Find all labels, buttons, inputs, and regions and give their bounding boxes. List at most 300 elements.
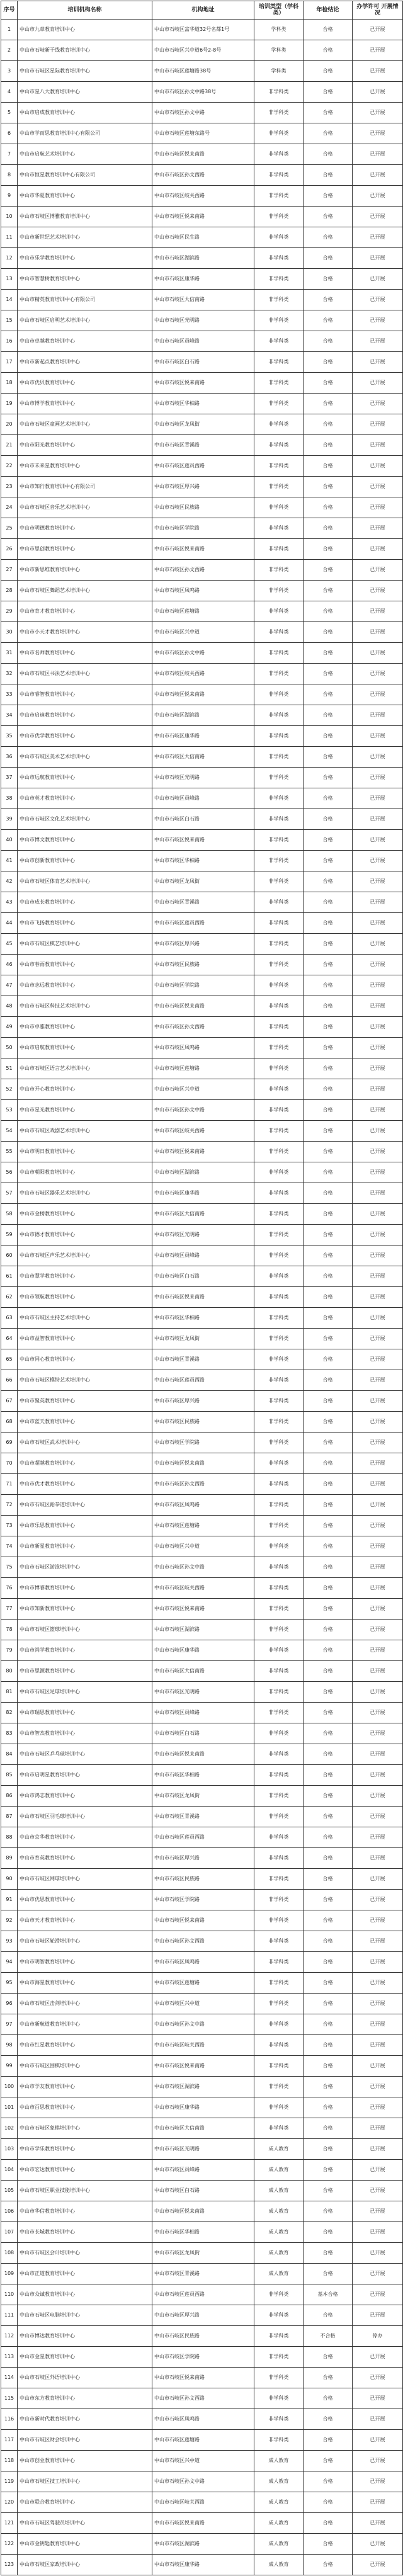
annual-check-result: 合格 xyxy=(304,1433,353,1453)
table-row xyxy=(1,2284,403,2305)
table-row xyxy=(1,1058,403,1079)
training-type: 非学科类 xyxy=(254,207,304,227)
institution-name: 中山市石岐区棋艺培训中心 xyxy=(18,934,152,955)
row-number: 36 xyxy=(1,747,18,768)
institution-address: 中山市石岐区莲塘路 xyxy=(152,1516,254,1536)
table-row xyxy=(1,1973,403,1994)
license-status: 已开展 xyxy=(353,2471,403,2492)
table-row xyxy=(1,123,403,144)
table-row xyxy=(1,705,403,726)
table-row xyxy=(1,539,403,560)
institution-name: 中山市创业教育培训中心 xyxy=(18,2451,152,2471)
table-row xyxy=(1,726,403,747)
row-number: 123 xyxy=(1,2555,18,2575)
table-row xyxy=(1,207,403,227)
row-number: 20 xyxy=(1,414,18,435)
institution-name: 中山市石岐区象棋培训中心 xyxy=(18,2118,152,2139)
table-row xyxy=(1,1994,403,2014)
annual-check-result: 合格 xyxy=(304,2222,353,2243)
training-type: 非学科类 xyxy=(254,1349,304,1370)
license-status: 已开展 xyxy=(353,934,403,955)
training-type: 非学科类 xyxy=(254,1516,304,1536)
training-type: 非学科类 xyxy=(254,414,304,435)
institution-address: 中山市石岐区光明路 xyxy=(152,1225,254,1245)
training-type: 非学科类 xyxy=(254,1765,304,1786)
institution-address: 中山市石岐区华柏路 xyxy=(152,1308,254,1329)
training-type: 非学科类 xyxy=(254,1329,304,1349)
annual-check-result: 合格 xyxy=(304,2430,353,2451)
institution-name: 中山市石岐区家政培训中心 xyxy=(18,2555,152,2575)
row-number: 1 xyxy=(1,20,18,40)
row-number: 13 xyxy=(1,269,18,290)
institution-address: 中山市石岐区孙文中路 xyxy=(152,643,254,664)
institution-name: 中山市石岐区文化艺术培训中心 xyxy=(18,809,152,830)
institution-name: 中山市石岐区声乐艺术培训中心 xyxy=(18,1245,152,1266)
annual-check-result: 合格 xyxy=(304,331,353,352)
row-number: 7 xyxy=(1,144,18,165)
table-row xyxy=(1,20,403,40)
institution-name: 中山市新思维教育培训中心 xyxy=(18,560,152,581)
institution-address: 中山市石岐区民族路 xyxy=(152,1412,254,1433)
institution-name: 中山市石岐区围棋培训中心 xyxy=(18,2056,152,2077)
table-row xyxy=(1,2243,403,2264)
institution-name: 中山市石岐区驾驶员培训中心 xyxy=(18,2513,152,2534)
institution-address: 中山市石岐区华柏路 xyxy=(152,1765,254,1786)
annual-check-result: 合格 xyxy=(304,269,353,290)
annual-check-result: 合格 xyxy=(304,1910,353,1931)
institution-name: 中山市卓雅教育培训中心 xyxy=(18,1017,152,1038)
training-type: 成人教育 xyxy=(254,2555,304,2575)
institution-address: 中山市石岐区孙文西路 xyxy=(152,1017,254,1038)
training-type: 非学科类 xyxy=(254,1952,304,1973)
annual-check-result: 合格 xyxy=(304,1079,353,1100)
table-row xyxy=(1,1848,403,1869)
table-row xyxy=(1,1349,403,1370)
table-row xyxy=(1,1287,403,1308)
institution-address: 中山市石岐区康华路 xyxy=(152,269,254,290)
license-status: 已开展 xyxy=(353,830,403,851)
table-row xyxy=(1,934,403,955)
table-row xyxy=(1,1433,403,1453)
institution-name: 中山市新星教育培训中心 xyxy=(18,1536,152,1557)
row-number: 99 xyxy=(1,2056,18,2077)
institution-address: 中山市石岐区悦来南路 xyxy=(152,830,254,851)
institution-name: 中山市学乐教育培训中心 xyxy=(18,2139,152,2160)
license-status: 已开展 xyxy=(353,622,403,643)
annual-check-result: 合格 xyxy=(304,103,353,123)
institution-name: 中山市知新教育培训中心 xyxy=(18,1599,152,1620)
annual-check-result: 合格 xyxy=(304,1807,353,1827)
institution-address: 中山市石岐区民族路 xyxy=(152,1869,254,1890)
annual-check-result: 合格 xyxy=(304,1412,353,1433)
header-no: 序号 xyxy=(1,1,18,20)
training-type: 非学科类 xyxy=(254,186,304,207)
license-status: 已开展 xyxy=(353,435,403,456)
institution-address: 中山市石岐区悦来南路 xyxy=(152,1599,254,1620)
license-status: 已开展 xyxy=(353,2181,403,2201)
institution-name: 中山市京华教育培训中心 xyxy=(18,1827,152,1848)
table-row xyxy=(1,394,403,414)
training-type: 非学科类 xyxy=(254,2118,304,2139)
row-number: 47 xyxy=(1,975,18,996)
row-number: 87 xyxy=(1,1807,18,1827)
table-row xyxy=(1,892,403,913)
license-status: 已开展 xyxy=(353,1433,403,1453)
annual-check-result: 合格 xyxy=(304,2534,353,2555)
license-status: 已开展 xyxy=(353,1349,403,1370)
institution-name: 中山市领航教育培训中心 xyxy=(18,1287,152,1308)
table-row xyxy=(1,1391,403,1412)
institution-address: 中山市石岐区孙文中路 xyxy=(152,2014,254,2035)
annual-check-result: 合格 xyxy=(304,1204,353,1225)
annual-check-result: 合格 xyxy=(304,1931,353,1952)
license-status: 已开展 xyxy=(353,768,403,788)
annual-check-result: 合格 xyxy=(304,1557,353,1578)
annual-check-result: 合格 xyxy=(304,20,353,40)
annual-check-result: 合格 xyxy=(304,61,353,82)
row-number: 88 xyxy=(1,1827,18,1848)
row-number: 33 xyxy=(1,684,18,705)
institution-name: 中山市新起点教育培训中心 xyxy=(18,352,152,373)
table-row xyxy=(1,975,403,996)
license-status: 已开展 xyxy=(353,310,403,331)
license-status: 已开展 xyxy=(353,2097,403,2118)
institution-name: 中山市石岐区童画艺术培训中心 xyxy=(18,414,152,435)
institution-name: 中山市博文教育培训中心 xyxy=(18,830,152,851)
institution-address: 中山市石岐区孙文中路 xyxy=(152,2471,254,2492)
institution-address: 中山市石岐区莲塘路 xyxy=(152,1058,254,1079)
training-type: 非学科类 xyxy=(254,1703,304,1723)
institution-address: 中山市石岐区莲员西路 xyxy=(152,1827,254,1848)
annual-check-result: 合格 xyxy=(304,82,353,103)
institution-address: 中山市石岐区莲员西路 xyxy=(152,1370,254,1391)
license-status: 已开展 xyxy=(353,2243,403,2264)
training-type: 非学科类 xyxy=(254,1578,304,1599)
institution-name: 中山市石岐区模特艺术培训中心 xyxy=(18,1370,152,1391)
table-row xyxy=(1,40,403,61)
training-type: 非学科类 xyxy=(254,1682,304,1703)
row-number: 84 xyxy=(1,1744,18,1765)
license-status: 已开展 xyxy=(353,2160,403,2181)
institution-address: 中山市石岐区孙文中路 xyxy=(152,1557,254,1578)
annual-check-result: 合格 xyxy=(304,2471,353,2492)
row-number: 113 xyxy=(1,2347,18,2368)
table-row xyxy=(1,1516,403,1536)
header-annual-check: 年检结论 xyxy=(304,1,353,20)
training-type: 非学科类 xyxy=(254,435,304,456)
institution-name: 中山市石岐区击剑培训中心 xyxy=(18,1994,152,2014)
table-row xyxy=(1,1931,403,1952)
table-row xyxy=(1,1308,403,1329)
training-type: 成人教育 xyxy=(254,2264,304,2284)
annual-check-result: 合格 xyxy=(304,518,353,539)
training-type: 非学科类 xyxy=(254,601,304,622)
institution-address: 中山市石岐区湖滨路 xyxy=(152,1162,254,1183)
institution-name: 中山市宏达教育培训中心 xyxy=(18,2160,152,2181)
training-type: 非学科类 xyxy=(254,456,304,477)
table-row xyxy=(1,456,403,477)
license-status: 已开展 xyxy=(353,601,403,622)
license-status: 已开展 xyxy=(353,892,403,913)
row-number: 27 xyxy=(1,560,18,581)
row-number: 57 xyxy=(1,1183,18,1204)
institution-name: 中山市成长教育培训中心 xyxy=(18,892,152,913)
institution-address: 中山市石岐区莲员西路 xyxy=(152,2284,254,2305)
table-row xyxy=(1,1121,403,1142)
training-type: 非学科类 xyxy=(254,394,304,414)
annual-check-result: 合格 xyxy=(304,373,353,394)
training-type: 非学科类 xyxy=(254,1142,304,1162)
institution-name: 中山市石岐区主持艺术培训中心 xyxy=(18,1308,152,1329)
training-type: 非学科类 xyxy=(254,560,304,581)
annual-check-result: 合格 xyxy=(304,934,353,955)
table-row xyxy=(1,497,403,518)
annual-check-result: 合格 xyxy=(304,414,353,435)
institution-address: 中山市石岐区青溪路 xyxy=(152,2264,254,2284)
row-number: 74 xyxy=(1,1536,18,1557)
table-row xyxy=(1,1807,403,1827)
license-status: 已开展 xyxy=(353,2451,403,2471)
institution-address: 中山市石岐区光明路 xyxy=(152,768,254,788)
license-status: 已开展 xyxy=(353,1620,403,1640)
license-status: 已开展 xyxy=(353,1038,403,1058)
institution-name: 中山市石岐区技工培训中心 xyxy=(18,2471,152,2492)
training-type: 非学科类 xyxy=(254,227,304,248)
training-type: 成人教育 xyxy=(254,2181,304,2201)
training-type: 成人教育 xyxy=(254,2492,304,2513)
institution-address: 中山市石岐区厚兴路 xyxy=(152,2305,254,2326)
table-row xyxy=(1,1869,403,1890)
row-number: 29 xyxy=(1,601,18,622)
training-type: 非学科类 xyxy=(254,539,304,560)
table-row xyxy=(1,1536,403,1557)
institution-name: 中山市启成教育培训中心 xyxy=(18,103,152,123)
row-number: 106 xyxy=(1,2201,18,2222)
table-row xyxy=(1,2077,403,2097)
institution-address: 中山市石岐区湖滨路 xyxy=(152,248,254,269)
training-type: 非学科类 xyxy=(254,2284,304,2305)
annual-check-result: 合格 xyxy=(304,2014,353,2035)
row-number: 93 xyxy=(1,1931,18,1952)
annual-check-result: 合格 xyxy=(304,2492,353,2513)
row-number: 24 xyxy=(1,497,18,518)
table-row xyxy=(1,809,403,830)
table-row xyxy=(1,1620,403,1640)
annual-check-result: 合格 xyxy=(304,788,353,809)
row-number: 60 xyxy=(1,1245,18,1266)
institution-name: 中山市华信教育培训中心 xyxy=(18,2201,152,2222)
institution-address: 中山市石岐区华柏路 xyxy=(152,394,254,414)
license-status: 已开展 xyxy=(353,497,403,518)
annual-check-result: 合格 xyxy=(304,144,353,165)
row-number: 100 xyxy=(1,2077,18,2097)
table-row xyxy=(1,1557,403,1578)
table-row xyxy=(1,2451,403,2471)
training-type: 非学科类 xyxy=(254,497,304,518)
license-status: 已开展 xyxy=(353,2139,403,2160)
annual-check-result: 合格 xyxy=(304,207,353,227)
training-type: 非学科类 xyxy=(254,2305,304,2326)
institution-address: 中山市石岐区青溪路 xyxy=(152,435,254,456)
training-type: 非学科类 xyxy=(254,1890,304,1910)
annual-check-result: 合格 xyxy=(304,1017,353,1038)
training-type: 成人教育 xyxy=(254,2201,304,2222)
table-row xyxy=(1,664,403,684)
table-row xyxy=(1,2118,403,2139)
license-status: 已开展 xyxy=(353,269,403,290)
table-row xyxy=(1,186,403,207)
institution-name: 中山市益智教育培训中心 xyxy=(18,1329,152,1349)
row-number: 67 xyxy=(1,1391,18,1412)
institution-address: 中山市石岐区兴中道6号2-8号 xyxy=(152,40,254,61)
license-status: 已开展 xyxy=(353,1599,403,1620)
table-row xyxy=(1,2409,403,2430)
training-type: 非学科类 xyxy=(254,643,304,664)
table-row xyxy=(1,1204,403,1225)
row-number: 69 xyxy=(1,1433,18,1453)
training-type: 非学科类 xyxy=(254,1848,304,1869)
table-row xyxy=(1,1329,403,1349)
license-status: 已开展 xyxy=(353,61,403,82)
institution-address: 中山市石岐区凤鸣路 xyxy=(152,2409,254,2430)
annual-check-result: 合格 xyxy=(304,1245,353,1266)
training-type: 非学科类 xyxy=(254,996,304,1017)
institution-address: 中山市石岐区学院路 xyxy=(152,2347,254,2368)
license-status: 已开展 xyxy=(353,1391,403,1412)
institution-name: 中山市金钥匙教育培训中心 xyxy=(18,2534,152,2555)
row-number: 71 xyxy=(1,1474,18,1495)
institution-name: 中山市长城教育培训中心 xyxy=(18,2222,152,2243)
license-status: 已开展 xyxy=(353,1100,403,1121)
institution-name: 中山市慧学教育培训中心 xyxy=(18,1266,152,1287)
training-type: 非学科类 xyxy=(254,1245,304,1266)
institution-name: 中山市石岐区轮滑培训中心 xyxy=(18,1931,152,1952)
training-type: 非学科类 xyxy=(254,2014,304,2035)
row-number: 9 xyxy=(1,186,18,207)
institution-name: 中山市新航道教育培训中心 xyxy=(18,2014,152,2035)
institution-address: 中山市石岐区青溪路 xyxy=(152,1807,254,1827)
annual-check-result: 合格 xyxy=(304,2409,353,2430)
license-status: 已开展 xyxy=(353,809,403,830)
annual-check-result: 合格 xyxy=(304,1578,353,1599)
license-status: 已开展 xyxy=(353,2201,403,2222)
table-row xyxy=(1,1162,403,1183)
license-status: 已开展 xyxy=(353,2118,403,2139)
license-status: 已开展 xyxy=(353,1973,403,1994)
institution-address: 中山市石岐区孙文中路 xyxy=(152,103,254,123)
training-type: 非学科类 xyxy=(254,1474,304,1495)
row-number: 75 xyxy=(1,1557,18,1578)
institution-address: 中山市石岐区悦来南路 xyxy=(152,2056,254,2077)
annual-check-result: 合格 xyxy=(304,1994,353,2014)
annual-check-result: 合格 xyxy=(304,1100,353,1121)
license-status: 已开展 xyxy=(353,664,403,684)
institution-name: 中山市未来星教育培训中心 xyxy=(18,456,152,477)
institution-name: 中山市石岐区篮球培训中心 xyxy=(18,1620,152,1640)
table-row xyxy=(1,61,403,82)
table-row xyxy=(1,913,403,934)
annual-check-result: 合格 xyxy=(304,913,353,934)
table-row xyxy=(1,269,403,290)
institution-address: 中山市石岐区员峰路 xyxy=(152,1245,254,1266)
table-row xyxy=(1,2139,403,2160)
institution-name: 中山市优贝教育培训中心 xyxy=(18,373,152,394)
institution-name: 中山市飞扬教育培训中心 xyxy=(18,913,152,934)
license-status: 已开展 xyxy=(353,643,403,664)
table-row xyxy=(1,643,403,664)
license-status: 停办 xyxy=(353,2326,403,2347)
institution-name: 中山市朝阳教育培训中心 xyxy=(18,1162,152,1183)
annual-check-result: 合格 xyxy=(304,1370,353,1391)
annual-check-result: 合格 xyxy=(304,1682,353,1703)
table-row xyxy=(1,331,403,352)
row-number: 114 xyxy=(1,2368,18,2388)
institution-name: 中山市石岐区职业技能培训中心 xyxy=(18,2181,152,2201)
institution-address: 中山市石岐区悦来南路 xyxy=(152,1744,254,1765)
training-type: 非学科类 xyxy=(254,809,304,830)
license-status: 已开展 xyxy=(353,1017,403,1038)
row-number: 73 xyxy=(1,1516,18,1536)
institution-name: 中山市优学教育培训中心 xyxy=(18,726,152,747)
institution-name: 中山市正道教育培训中心 xyxy=(18,2264,152,2284)
license-status: 已开展 xyxy=(353,2368,403,2388)
row-number: 11 xyxy=(1,227,18,248)
table-row xyxy=(1,2160,403,2181)
training-type: 非学科类 xyxy=(254,1536,304,1557)
license-status: 已开展 xyxy=(353,144,403,165)
institution-address: 中山市石岐区悦来南路 xyxy=(152,1142,254,1162)
institution-address: 中山市石岐区莲员西路 xyxy=(152,913,254,934)
row-number: 83 xyxy=(1,1723,18,1744)
institution-address: 中山市石岐区悦来南路 xyxy=(152,2513,254,2534)
institution-address: 中山市石岐区凤鸣路 xyxy=(152,1495,254,1516)
annual-check-result: 合格 xyxy=(304,1765,353,1786)
institution-address: 中山市石岐区白石路 xyxy=(152,352,254,373)
training-type: 非学科类 xyxy=(254,1827,304,1848)
row-number: 55 xyxy=(1,1142,18,1162)
table-row xyxy=(1,82,403,103)
license-status: 已开展 xyxy=(353,1516,403,1536)
header-type: 培训类型（学科类） xyxy=(254,1,304,20)
institution-address: 中山市石岐区孙文西路 xyxy=(152,1931,254,1952)
training-type: 非学科类 xyxy=(254,2035,304,2056)
institution-name: 中山市星八大教育培训中心 xyxy=(18,82,152,103)
institution-address: 中山市石岐区凤鸣路 xyxy=(152,1038,254,1058)
annual-check-result: 合格 xyxy=(304,601,353,622)
institution-name: 中山市博学教育培训中心 xyxy=(18,394,152,414)
table-row xyxy=(1,1910,403,1931)
institution-address: 中山市石岐区大信南路 xyxy=(152,1661,254,1682)
license-status: 已开展 xyxy=(353,1162,403,1183)
table-row xyxy=(1,1827,403,1848)
training-type: 成人教育 xyxy=(254,2471,304,2492)
annual-check-result: 合格 xyxy=(304,1038,353,1058)
license-status: 已开展 xyxy=(353,2534,403,2555)
annual-check-result: 合格 xyxy=(304,1225,353,1245)
institution-name: 中山市石岐区网球培训中心 xyxy=(18,1869,152,1890)
training-type: 非学科类 xyxy=(254,1183,304,1204)
institution-name: 中山市博睿教育培训中心 xyxy=(18,1578,152,1599)
training-type: 非学科类 xyxy=(254,1370,304,1391)
training-type: 非学科类 xyxy=(254,1433,304,1453)
institution-name: 中山市星光教育培训中心 xyxy=(18,1100,152,1121)
institution-address: 中山市石岐区悦来南路 xyxy=(152,207,254,227)
table-row xyxy=(1,227,403,248)
training-type: 非学科类 xyxy=(254,1412,304,1433)
table-row xyxy=(1,1703,403,1723)
row-number: 82 xyxy=(1,1703,18,1723)
training-type: 非学科类 xyxy=(254,664,304,684)
